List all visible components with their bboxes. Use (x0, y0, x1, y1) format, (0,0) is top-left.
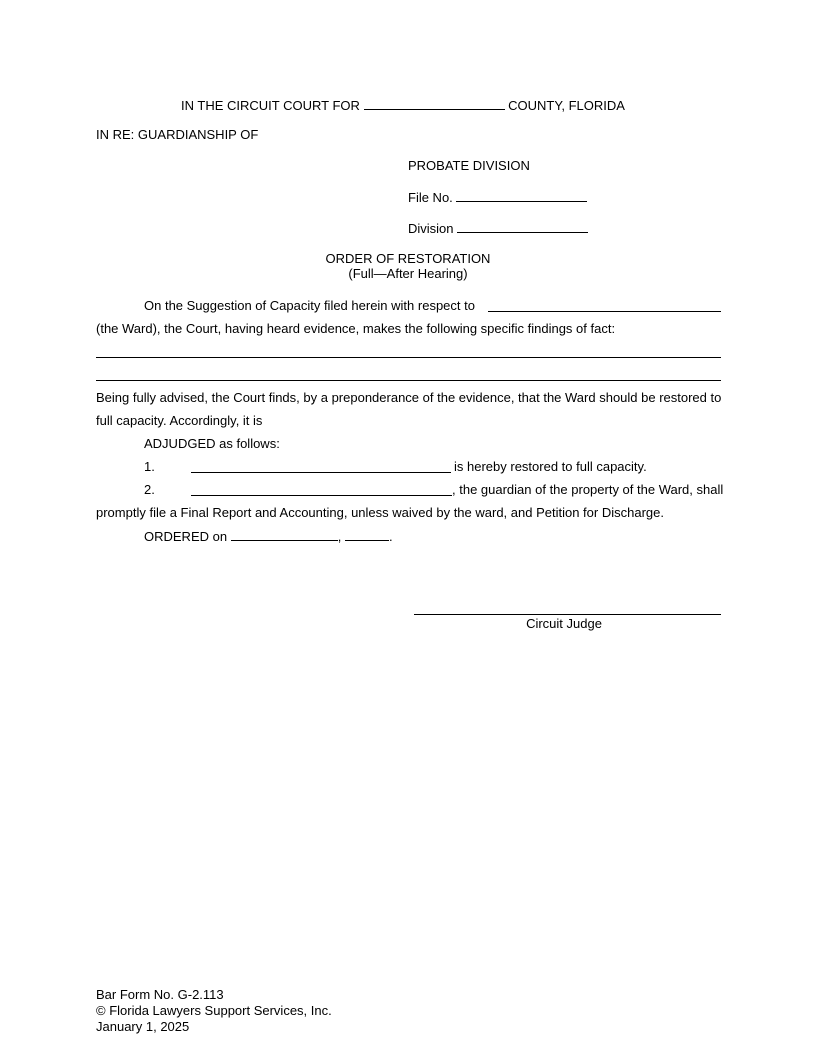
item-2-number: 2. (144, 482, 155, 497)
ordered-period: . (388, 529, 393, 544)
county-blank[interactable] (364, 97, 505, 110)
item-2-continuation: promptly file a Final Report and Accounting, unless waived by the ward, and Petition for Discharge. (96, 505, 664, 520)
probate-division: PROBATE DIVISION (408, 158, 530, 173)
order-subtitle: (Full—After Hearing) (348, 266, 468, 281)
file-no-blank[interactable] (456, 189, 587, 202)
ordered-date-blank[interactable] (231, 528, 338, 541)
file-no-label: File No. (408, 190, 453, 205)
ward-name-blank[interactable] (488, 311, 721, 312)
item-1-text: is hereby restored to full capacity. (454, 459, 647, 474)
file-no-line (408, 189, 587, 206)
ordered-line (144, 528, 393, 545)
intro-start: On the Suggestion of Capacity filed herein with respect to (144, 298, 475, 313)
item-1-number: 1. (144, 459, 155, 474)
guardian-name-blank[interactable] (191, 495, 452, 496)
intro-line (144, 298, 475, 314)
court-suffix: COUNTY, FLORIDA (508, 98, 625, 113)
form-date: January 1, 2025 (96, 1019, 190, 1034)
ordered-year-blank[interactable] (345, 528, 389, 541)
division-label: Division (408, 221, 454, 236)
bar-form-number: Bar Form No. G-2.113 (96, 987, 224, 1002)
court-heading (181, 97, 625, 114)
ordered-comma: , (337, 529, 342, 544)
in-re-line: IN RE: GUARDIANSHIP OF (96, 127, 259, 142)
division-line (408, 220, 588, 237)
findings-line-2[interactable] (96, 380, 721, 381)
copyright-notice: © Florida Lawyers Support Services, Inc. (96, 1003, 332, 1018)
intro-continuation: (the Ward), the Court, having heard evidence, makes the following specific findings of fact: (96, 321, 616, 336)
division-blank[interactable] (457, 220, 588, 233)
item-2-text: , the guardian of the property of the Ward, shall (452, 482, 724, 497)
findings-line-1[interactable] (96, 357, 721, 358)
court-prefix: IN THE CIRCUIT COURT FOR (181, 98, 360, 113)
judge-signature-line[interactable] (414, 614, 721, 615)
ordered-label: ORDERED on (144, 529, 228, 544)
order-title: ORDER OF RESTORATION (325, 251, 491, 266)
finding-text-2: full capacity. Accordingly, it is (96, 413, 263, 428)
circuit-judge-label: Circuit Judge (526, 616, 602, 631)
adjudged-heading: ADJUDGED as follows: (144, 436, 280, 451)
restored-person-blank[interactable] (191, 472, 451, 473)
finding-text-1: Being fully advised, the Court finds, by a preponderance of the evidence, that the Ward should be restored to (96, 390, 722, 405)
